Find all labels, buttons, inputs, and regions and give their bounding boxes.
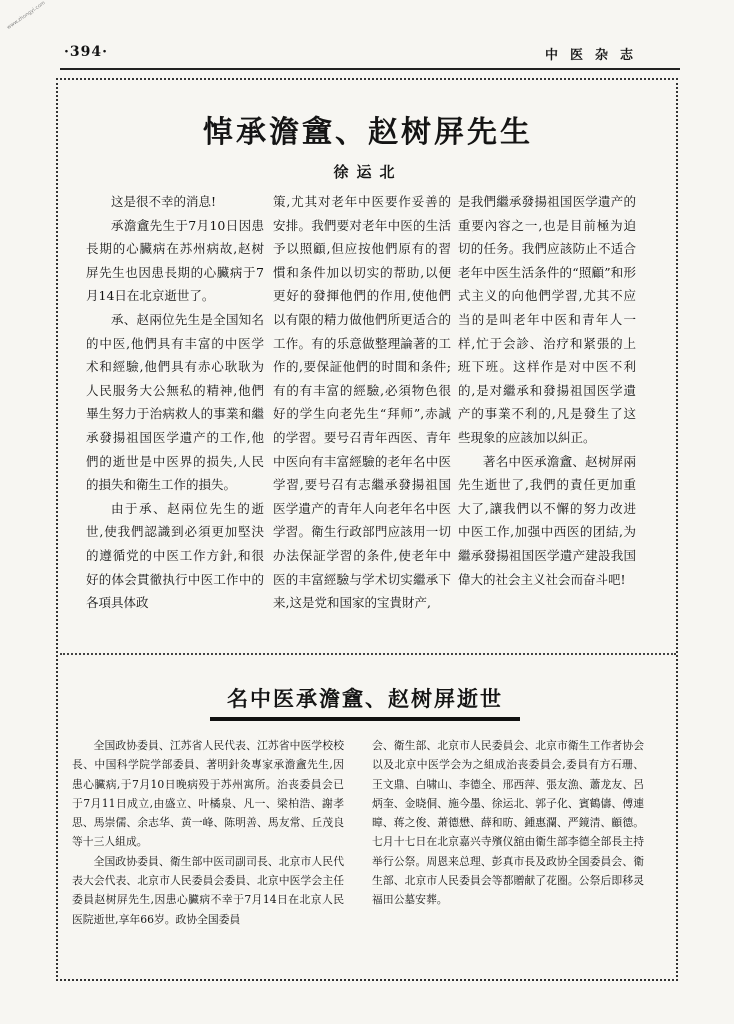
news-column-2	[372, 736, 644, 910]
news-column-1	[72, 736, 344, 929]
paragraph: 全国政协委員、衛生部中医司副司長、北京市人民代表大会代表、北京市人民委員会委員、北京中医学会主任委員赵树屏先生,因患心臟病不幸于7月14日在北京人民医院逝世,享年66岁。政协全国委員	[72, 854, 344, 926]
header-rule	[60, 68, 680, 70]
paragraph: 会、衛生部、北京市人民委員会、北京市衛生工作者协会以及北京中医学会为之組成治丧委員会,委員有方石珊、王文鼎、白啸山、李德全、邢西萍、張友漁、蕭龙友、呂炳奎、金晓侗、施今墨、徐运北、郭子化、賓鶴儔、傅連暲、蒋之俊、萧德懋、薛和昉、鍾惠瀾、严鏡清、顧德。七月十七日在北京嘉兴寺殯仪舘由衛生部李德全部長主持举行公祭。周恩来总理、彭真市長及政协全国委員会、衛生部、北京市人民委員会等都贈献了花圈。公祭后即移灵福田公墓安葬。	[372, 739, 644, 907]
article-title: 悼承澹盦、赵树屏先生	[203, 115, 533, 150]
page-number: ·394·	[64, 44, 108, 60]
section-divider	[60, 653, 676, 655]
paragraph: 是我們繼承發揚祖国医学遺产的重要內容之一,也是目前極为迫切的任务。我們应該防止不适合老年中医生活条件的“照顧”和形式主义的向他們学習,尤其不应当的是叫老年中医和青年人一样,忙于会診、治疗和紧張的上班下班。这样作是对中医不利的,是对繼承和發揚祖国医学遺产的事業不利的,凡是發生了这些現象的应該加以糾正。	[458, 194, 636, 445]
paragraph: 策,尤其对老年中医要作妥善的安排。我們要对老年中医的生活予以照顧,但应按他們原有的習慣和条件加以切实的帮助,以便更好的發揮他們的作用,使他們以有限的精力做他們所更适合的工作。有的乐意做整理論著的工作的,要保証他們的时間和条件;有的有丰富的經驗,必須物色很好的学生向老先生“拜师”,赤誠的学習。要号召青年西医、青年中医向有丰富經驗的老年名中医学習,要号召有志繼承發揚祖国医学遺产的青年人向老年名中医学習。衛生行政部門应該用一切办法保証学習的条件,使老年中医的丰富經驗与学术切实繼承下来,这是党和国家的宝貴財产,	[273, 194, 451, 611]
paragraph: 全国政协委員、江苏省人民代表、江苏省中医学校校長、中国科学院学部委員、著明針灸專家承澹盦先生,因患心臟病,于7月10日晚病殁于苏州寓所。治丧委員会已于7月11日成立,由盛立、叶橘泉、凡一、梁柏浩、謝孝思、馬崇儒、余志华、黄一峰、陈明善、馬友常、丘茂良等十三人組成。	[72, 739, 344, 849]
paragraph: 著名中医承澹盦、赵树屏兩先生逝世了,我們的責任更加重大了,讓我們以不懈的努力改进中医工作,加强中西医的团結,为繼承發揚祖国医学遺产建設我国偉大的社会主义社会而奋斗吧!	[458, 453, 636, 587]
paragraph: 承澹盦先生于7月10日因患長期的心臟病在苏州病故,赵树屏先生也因患長期的心臟病于7月14日在北京逝世了。	[86, 217, 264, 304]
article-column-2	[273, 190, 451, 615]
paragraph: 由于承、赵兩位先生的逝世,使我們認識到必須更加堅決的遵循党的中医工作方針,和很好的体会貫徹执行中医工作中的各項具体政	[86, 500, 264, 611]
article-author: 徐运北	[333, 163, 403, 181]
paragraph: 承、赵兩位先生是全国知名的中医,他們具有丰富的中医学术和經驗,他們具有赤心耿耿为人民服务大公無私的精神,他們畢生努力于治病救人的事業和繼承發揚祖国医学遺产的工作,他們的逝世是中医界的损失,人民的損失和衛生工作的損失。	[86, 311, 264, 493]
news-headline: 名中医承澹盦、赵树屏逝世	[210, 683, 520, 721]
article-column-3	[458, 190, 636, 591]
watermark: www.zhongyi.com	[6, 0, 47, 31]
paragraph: 这是很不幸的消息!	[111, 194, 217, 209]
journal-name: 中医杂志	[545, 48, 646, 63]
article-column-1	[86, 190, 264, 615]
